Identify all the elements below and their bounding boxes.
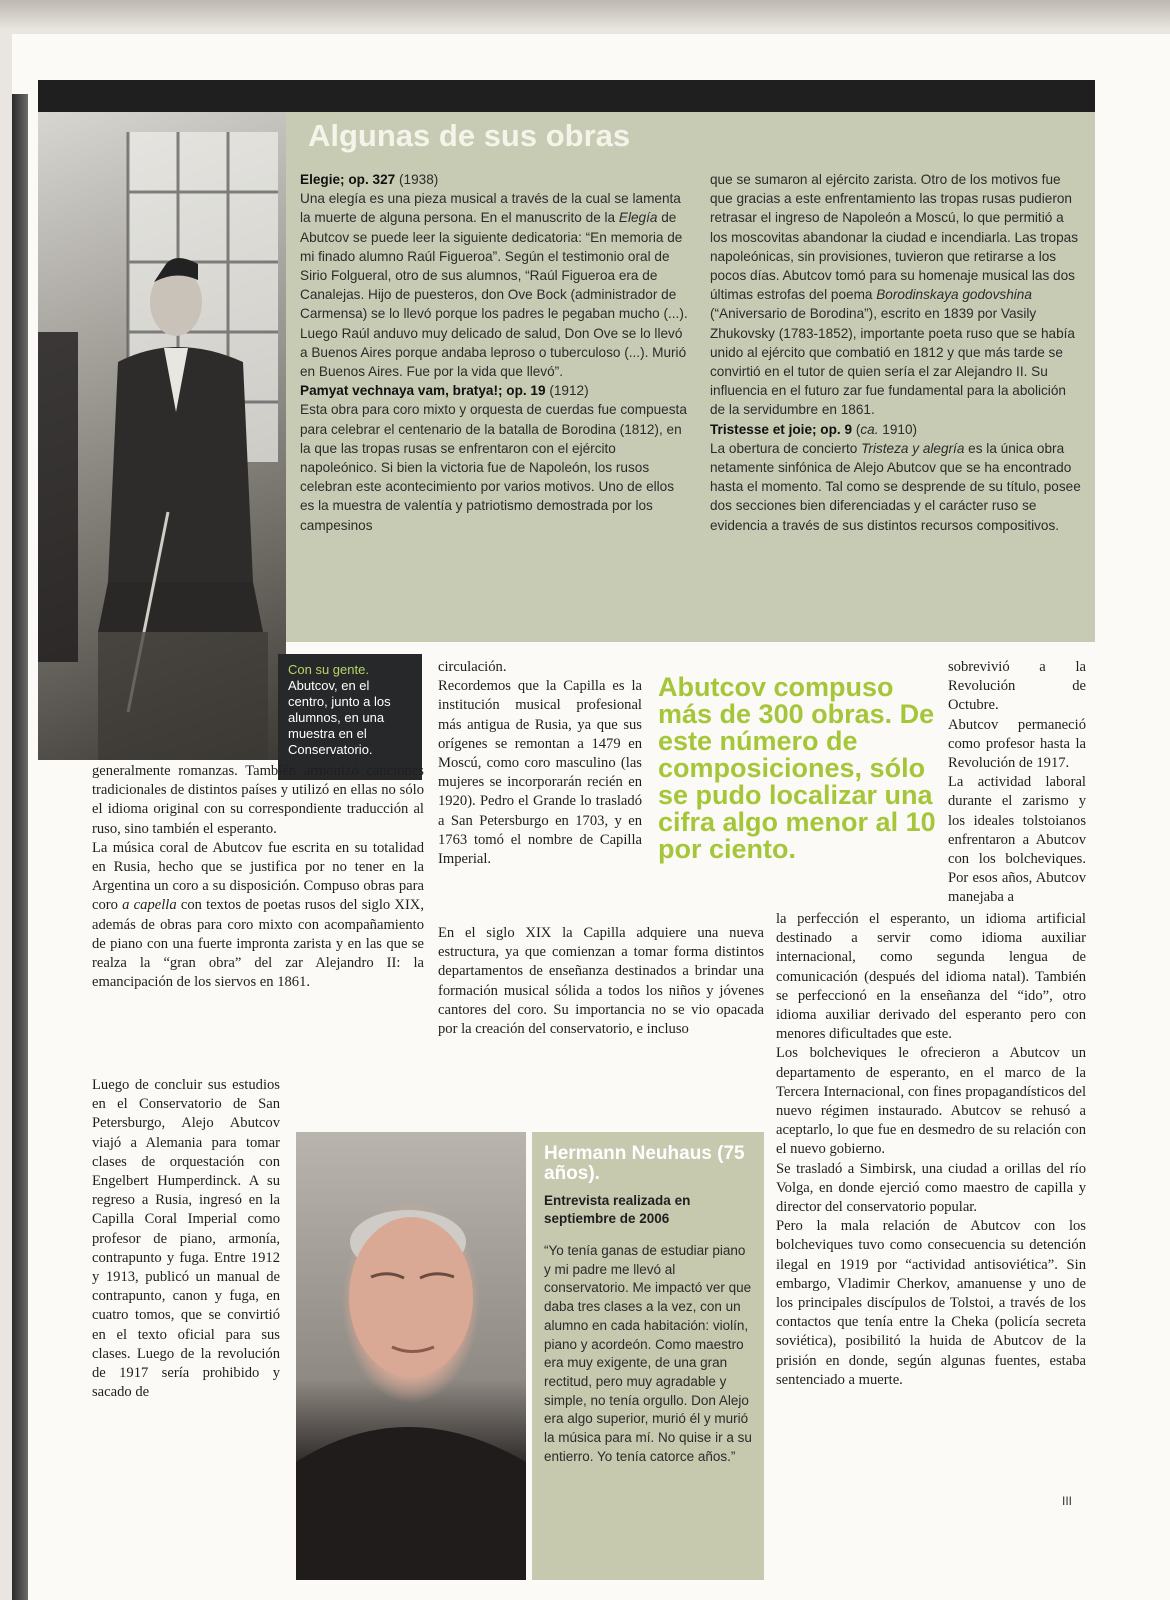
work-title-pamyat: Pamyat vechnaya vam, bratya!; op. 19: [300, 383, 546, 399]
works-column-right: [710, 170, 1082, 535]
photo-illustration: [38, 112, 286, 760]
article-paragraph: Recordemos que la Capilla es la institución musical profesional más antigua de Rusia, ya que sus orígenes se remontan a 1479 en Moscú, como coro masculino (las mujeres se incorporarán recién en 1920). Pedro el Grande lo trasladó a San Petersburgo en 1703, y en 1763 tomó el nombre de Capilla Imperial.: [438, 678, 642, 868]
interview-subtitle: Entrevista realizada en septiembre de 2006: [544, 1193, 691, 1226]
work-text-elegie: Una elegía es una pieza musical a través de la cual se lamenta la muerte de alguna persona. En el manuscrito de la Elegía de Abutcov se puede leer la siguiente dedicatoria: “En memoria de mi finado alumno Raúl Figueroa”. Según el testimonio oral de Sirio Folgueral, otro de sus alumnos, “Raúl Figueroa era de Canalejas. Hijo de puesteros, don Ove Bock (administrador de Carmensa) se lo llevó porque los padres le pegaban mucho (...). Luego Raúl anduvo muy delicado de salud, Don Ove se lo llevó a Buenos Aires porque andaba leproso o tuberculoso (...). Murió en Buenos Aires. Fue por la vida que llevó”.: [300, 191, 688, 380]
works-column-left: [300, 170, 688, 535]
interview-box: [532, 1132, 764, 1580]
interview-name: Hermann Neuhaus (75 años).: [544, 1143, 745, 1184]
caption-lead: Con su gente.: [288, 662, 369, 677]
article-paragraph: Pero la mala relación de Abutcov con los bolcheviques tuvo como consecuencia su detención ilegal en 1919 por “actividad antisoviética”. Sin embargo, Vladimir Cherkov, amanuense y uno de los principales discípulos de Tolstoi, a través de los contactos que tenía entre la Cheka (policía secreta soviética), posibilitó la huida de Abutcov de la prisión en donde, según algunas fuentes, estaba sentenciado a muerte.: [776, 1218, 1086, 1388]
article-paragraph: La actividad laboral durante el zarismo y los ideales tolstoianos enfrentaron a Abutcov con los bolcheviques. Por esos años, Abutcov manejaba a: [948, 774, 1086, 906]
caption-text: Abutcov, en el centro, junto a los alumnos, en una muestra en el Conservatorio.: [288, 678, 391, 757]
article-paragraph: circulación.: [438, 659, 507, 675]
article-paragraph: En el siglo XIX la Capilla adquiere una nueva estructura, ya que comienzan a tomar forma distintos departamentos de enseñanza destinados a brindar una formación musical sólida a todos los niños y jóvenes cantores del coro. Su importancia no se vio opacada por la creación del conservatorio, e incluso: [438, 925, 764, 1038]
article-column-1b: [92, 1076, 280, 1402]
work-title-tristesse: Tristesse et joie; op. 9: [710, 421, 853, 437]
magazine-page: [12, 34, 1170, 1600]
article-column-3: [948, 658, 1086, 908]
portrait-photo: [296, 1132, 526, 1580]
article-paragraph: Se trasladó a Simbirsk, una ciudad a orillas del río Volga, en donde ejerció como maestro de capilla y director del conservatorio popular.: [776, 1160, 1086, 1216]
pull-quote: Abutcov compuso más de 300 obras. De este número de composiciones, sólo se pudo localizar una cifra algo menor al 10 por ciento.: [658, 672, 936, 864]
work-year-tristesse: (ca. 1910): [855, 421, 918, 437]
scan-top-edge: [0, 0, 1170, 30]
article-paragraph: generalmente romanzas. También armonizó canciones tradicionales de distintos países y utilizó en ellas no sólo el idioma original con su correspondiente traducción al ruso, sino también el esperanto.: [92, 763, 424, 837]
portrait-illustration: [296, 1132, 526, 1580]
work-title-elegie: Elegie; op. 327: [300, 172, 396, 187]
work-year-pamyat: (1912): [549, 383, 589, 399]
article-column-4: [776, 910, 1086, 1390]
work-text-pamyat: Esta obra para coro mixto y orquesta de cuerdas fue compuesta para celebrar el centenario de la batalla de Borodina (1812), en la que las tropas rusas se enfrentaron con el ejército napoleónico. Si bien la victoria fue de Napoleón, los rusos celebran este acontecimiento por varios motivos. Uno de ellos es la muestra de valentía y patriotismo demostrada por los campesinos: [300, 402, 687, 533]
page-number: III: [1062, 1494, 1073, 1508]
article-paragraph: Abutcov permaneció como profesor hasta la Revolución de 1917.: [948, 716, 1086, 772]
header-bar: [38, 80, 1095, 112]
article-column-2: [438, 658, 642, 869]
article-column-2b: [438, 924, 764, 1039]
work-year-elegie: (1938): [398, 172, 439, 187]
scan-left-edge: [12, 94, 28, 1600]
article-paragraph: Los bolcheviques le ofrecieron a Abutcov un departamento de esperanto, en el marco de la Tercera Internacional, con fines propagandísticos del nuevo régimen instaurado. Abutcov se rehusó a aceptarlo, lo que fue en desmedro de su relación con el nuevo gobierno.: [776, 1045, 1086, 1158]
work-text-tristesse: La obertura de concierto Tristeza y alegría es la única obra netamente sinfónica de Alejo Abutcov que se ha encontrado hasta el momento. Tal como se desprende de su título, posee dos secciones bien diferenciadas y el carácter ruso se evidencia a través de sus distintos recursos compositivos.: [710, 440, 1081, 533]
article-paragraph: Luego de concluir sus estudios en el Conservatorio de San Petersburgo, Alejo Abutcov viajó a Alemania para tomar clases de orquestación con Engelbert Humperdinck. A su regreso a Rusia, ingresó en la Capilla Coral Imperial como profesor de piano, armonía, contrapunto y fuga. Entre 1912 y 1913, publicó un manual de contrapunto, canon y fuga, en cuatro tomos, que se convirtió en el texto oficial para sus clases. Luego de la revolución de 1917 sería prohibido y sacado de: [92, 1077, 280, 1401]
article-paragraph: sobrevivió a la Revolución de Octubre.: [948, 659, 1086, 714]
work-text-pamyat-cont: que se sumaron al ejército zarista. Otro de los motivos fue que gracias a este enfrentamiento las tropas rusas pudieron retrasar el ingreso de Napoleón a Moscú, lo que permitió a los moscovitas abandonar la ciudad e incendiarla. Las tropas napoleónicas, sin provisiones, tuvieron que retirarse a los pocos días. Abutcov tomó para su homenaje musical las dos últimas estrofas del poema Borodinskaya godovshina (“Aniversario de Borodina”), escrito en 1839 por Vasily Zhukovsky (1783-1852), importante poeta ruso que se había unido al ejército que combatió en 1812 y que más tarde se convirtió en el tutor de quien sería el zar Alejandro II. Su influencia en el futuro zar fue fundamental para la abolición de la servidumbre en 1861.: [710, 172, 1079, 418]
article-paragraph: la perfección el esperanto, un idioma artificial destinado a servir como idioma auxiliar internacional, como segunda lengua de comunicación (después del idioma natal). También se perfeccionó en la enseñanza del “ido”, otro idioma auxiliar derivado del esperanto pero con menores dificultades que este.: [776, 911, 1086, 1043]
historical-photo: [38, 112, 286, 760]
article-column-1: [92, 762, 424, 992]
article-paragraph: La música coral de Abutcov fue escrita en su totalidad en Rusia, hecho que se justifica por no tener en la Argentina un coro a su disposición. Compuso obras para coro a capella con textos de poetas rusos del siglo XIX, además de obras para coro mixto con acompañamiento de piano con una fuerte impronta zarista y en las que se realza la “gran obra” del zar Alejandro II: la emancipación de los siervos en 1861.: [92, 839, 424, 991]
interview-quote: “Yo tenía ganas de estudiar piano y mi padre me llevó al conservatorio. Me impactó ver que daba tres clases a la vez, con un alumno en cada habitación: violín, piano y acordeón. Como maestro era muy exigente, de una gran rectitud, pero muy agradable y simple, no tenía orgullo. Don Alejo era algo superior, murió él y murió la música para mí. No quise ir a su entierro. Yo tenía catorce años.”: [544, 1243, 752, 1464]
works-box-title: Algunas de sus obras: [308, 118, 631, 153]
